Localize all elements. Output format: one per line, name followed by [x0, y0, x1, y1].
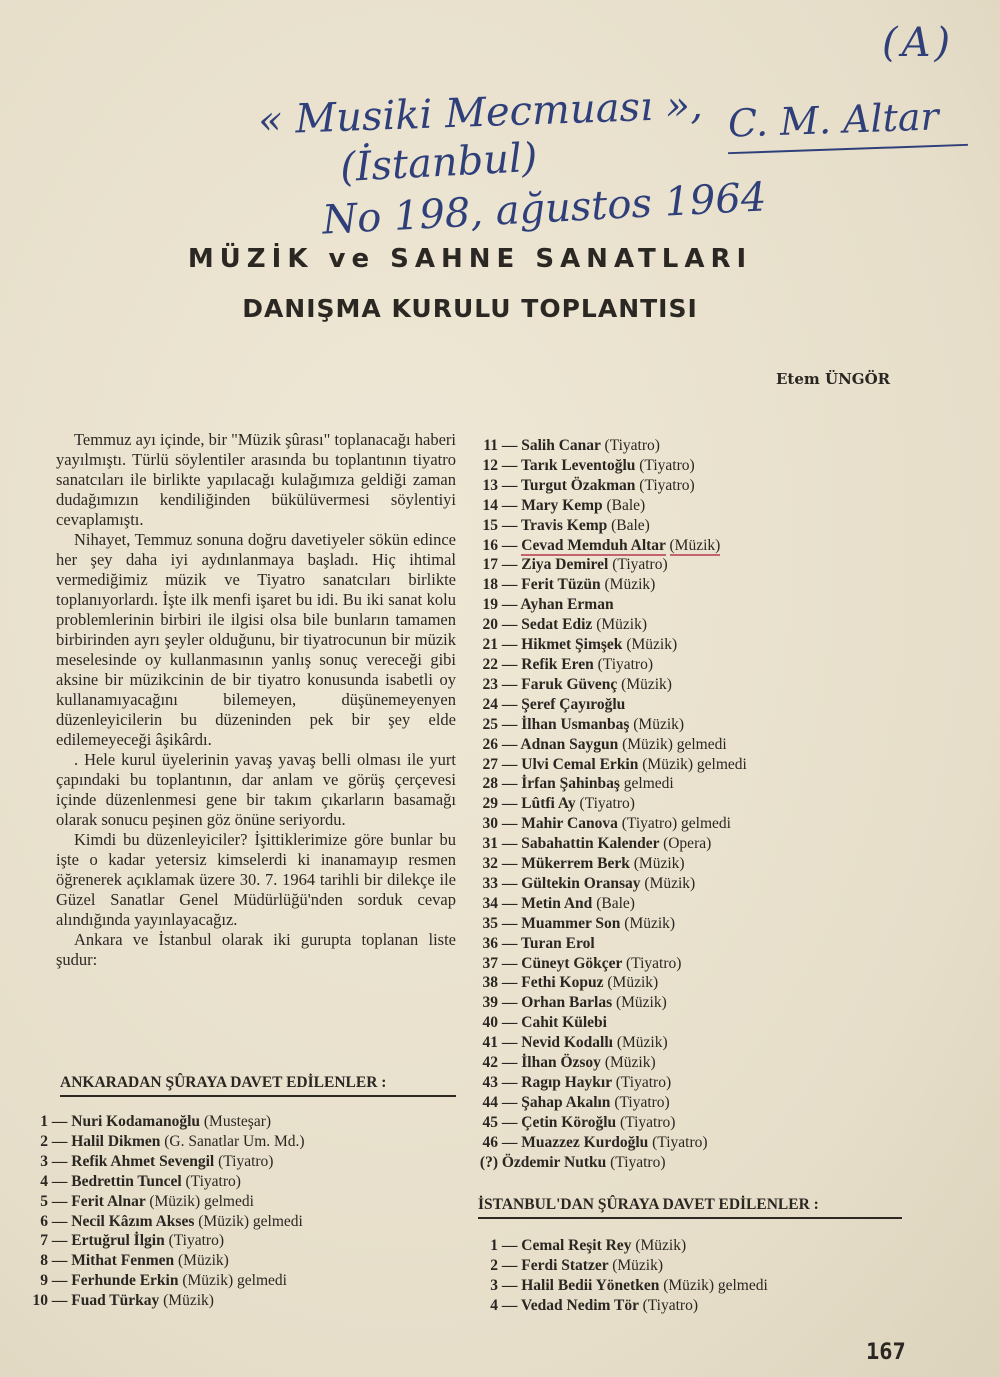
list-item-dash: —: [498, 974, 522, 992]
list-item-name: Ertuğrul İlgin: [71, 1232, 165, 1250]
list-item-dash: —: [498, 1054, 522, 1072]
list-item-name: İlhan Özsoy: [521, 1054, 601, 1072]
list-item-dash: —: [48, 1212, 72, 1230]
list-item-number: 16: [482, 536, 498, 554]
list-item-name: Sedat Ediz: [521, 616, 593, 634]
list-item: [468, 555, 747, 575]
list-item-number: 41: [482, 1034, 498, 1052]
list-item-number: 21: [482, 636, 498, 654]
list-item-name: Gültekin Oransay: [521, 874, 641, 892]
list-item-dash: —: [498, 596, 521, 614]
list-item-dash: —: [48, 1252, 72, 1270]
list-item-dash: —: [498, 835, 522, 853]
list-item-number: 40: [482, 1014, 498, 1032]
list-item-name: Mithat Fenmen: [71, 1252, 175, 1270]
list-item: [468, 814, 747, 834]
list-item: [468, 874, 747, 894]
list-item-number: 18: [482, 576, 498, 594]
list-item-dash: —: [498, 1034, 522, 1052]
list-item-number: 29: [482, 795, 498, 813]
list-item: [468, 615, 747, 635]
list-item-name: Ayhan Erman: [520, 596, 614, 614]
list-item-name: Necil Kâzım Akses: [71, 1212, 195, 1230]
list-item-name: Özdemir Nutku: [501, 1153, 607, 1171]
list-item-number: 19: [482, 596, 498, 614]
list-item-role: (Müzik): [612, 1256, 664, 1274]
list-item-number: 33: [482, 874, 498, 892]
list-item-name: Bedrettin Tuncel: [71, 1172, 182, 1190]
list-item: [468, 635, 747, 655]
list-item: [468, 993, 747, 1013]
list-item-number: 25: [482, 715, 498, 733]
list-item-name: Ferit Tüzün: [521, 576, 601, 594]
list-item-role: (Müzik): [644, 874, 696, 892]
list-item: [468, 1153, 747, 1173]
list-item-number: 35: [482, 914, 498, 932]
list-item-role: (Tiyatro): [642, 1296, 698, 1314]
list-item-name: Ziya Demirel: [521, 556, 609, 574]
istanbul-heading: İSTANBUL'DAN ŞÛRAYA DAVET EDİLENLER :: [478, 1196, 902, 1219]
list-item-name: Vedad Nedim Tör: [520, 1296, 639, 1314]
list-item-number: 20: [482, 616, 498, 634]
list-item-name: Nuri Kodamanoğlu: [71, 1113, 201, 1130]
list-item: [468, 1053, 747, 1073]
list-item-number: 39: [482, 994, 498, 1012]
list-item: [22, 1251, 305, 1271]
list-item-role: (Müzik) gelmedi: [149, 1192, 254, 1210]
list-item: [468, 794, 747, 814]
article-subtitle: DANIŞMA KURULU TOPLANTISI: [242, 294, 698, 323]
list-item: [468, 973, 747, 993]
list-item-number: 7: [40, 1232, 48, 1250]
list-item: [468, 774, 747, 794]
list-item-name: İlhan Usmanbaş: [521, 715, 630, 733]
list-item-role: (Müzik): [616, 1034, 668, 1052]
list-item-name: Ferdi Statzer: [521, 1256, 609, 1274]
list-item-number: 38: [482, 974, 498, 992]
list-item: [22, 1112, 305, 1132]
list-item-dash: —: [498, 655, 522, 673]
list-item-number: 13: [482, 476, 498, 494]
list-item-number: 11: [483, 437, 498, 454]
list-item-dash: —: [498, 1014, 522, 1032]
list-item: [468, 1133, 747, 1153]
paragraph: . Hele kurul üyelerinin yavaş yavaş belli olması ile yurt çapındaki bu toplantının, dar anlam ve görüş çerçevesi içinde düzenlenmesi gene bir takım çıkarların basamağı olarak sonucu peşinen göz önüne seriyordu.: [56, 750, 456, 829]
list-item-role: (Tiyatro): [614, 1093, 670, 1111]
list-item-dash: —: [498, 675, 522, 693]
list-item-role: (Müzik): [633, 715, 685, 733]
list-item-number: 10: [32, 1292, 48, 1310]
list-item: [468, 854, 747, 874]
list-item-number: 27: [482, 755, 498, 773]
list-item: [468, 735, 747, 755]
list-item-role: (Müzik) gelmedi: [198, 1212, 303, 1230]
list-item-name: Fethi Kopuz: [521, 974, 604, 992]
list-item: [468, 476, 747, 496]
list-item-number: 34: [482, 894, 498, 912]
list-item-role: (Müzik): [604, 1054, 656, 1072]
list-item: [22, 1172, 305, 1192]
list-item: [468, 695, 747, 715]
list-item-name: Adnan Saygun: [520, 735, 619, 753]
list-item-name: Tarık Leventoğlu: [520, 456, 636, 474]
article-author: Etem ÜNGÖR: [776, 370, 891, 388]
list-item-name: Mükerrem Berk: [521, 855, 630, 873]
list-item: [468, 536, 747, 556]
list-item-name: Hikmet Şimşek: [521, 636, 623, 654]
list-item-number: 46: [482, 1133, 498, 1151]
list-item: [22, 1132, 305, 1152]
list-item-name: Ragıp Haykır: [521, 1074, 612, 1091]
list-item-number: 37: [482, 954, 498, 972]
list-item-role: (Müzik): [604, 576, 656, 594]
list-item: [468, 575, 747, 595]
list-item-name: Çetin Köroğlu: [521, 1113, 617, 1131]
list-item-dash: —: [498, 715, 522, 733]
list-item: [468, 1033, 747, 1053]
list-item-name: Cahit Külebi: [521, 1014, 607, 1032]
list-item-role: (Tiyatro): [610, 1153, 666, 1171]
list-item: [468, 894, 747, 914]
list-item-number: 8: [40, 1252, 48, 1270]
list-item-role: (Tiyatro): [218, 1152, 274, 1170]
list-item-role: gelmedi: [623, 775, 674, 793]
list-item-dash: —: [498, 1133, 522, 1151]
list-item-role: (Tiyatro): [604, 437, 660, 454]
list-item-name: Metin And: [521, 894, 593, 912]
list-item-number: 23: [482, 675, 498, 693]
list-item-number: 4: [490, 1296, 498, 1314]
list-item-number: 4: [40, 1172, 48, 1190]
list-item-number: 26: [482, 735, 498, 753]
list-item-number: 15: [482, 516, 498, 534]
list-item-name: Cevad Memduh Altar: [521, 536, 666, 554]
list-item-name: Nevid Kodallı: [521, 1034, 613, 1052]
list-item-dash: —: [498, 1237, 522, 1254]
list-item-dash: —: [498, 695, 522, 713]
list-item-name: Sabahattin Kalender: [521, 835, 660, 853]
list-item-name: Faruk Güvenç: [521, 675, 618, 693]
list-item: [22, 1231, 305, 1251]
list-item-dash: —: [498, 994, 522, 1012]
list-item-dash: —: [498, 1074, 522, 1091]
list-item-number: 3: [490, 1276, 498, 1294]
list-item-name: Mahir Canova: [521, 815, 618, 833]
list-item-name: Şahap Akalın: [521, 1093, 611, 1111]
list-item-dash: —: [498, 914, 522, 932]
list-item-number: 32: [482, 855, 498, 873]
list-item-role: (Müzik): [624, 914, 676, 932]
list-item-number: 2: [40, 1132, 48, 1150]
list-item-name: Halil Bedii Yönetken: [521, 1276, 660, 1294]
list-item-role: (Müzik): [615, 994, 667, 1012]
list-item-role: (Tiyatro): [626, 954, 682, 972]
list-item-number: 9: [40, 1272, 48, 1290]
list-item-dash: —: [498, 496, 522, 514]
list-item-name: Travis Kemp: [520, 516, 608, 534]
list-item-role: (Müzik) gelmedi: [642, 755, 747, 773]
list-item-name: Şeref Çayıroğlu: [521, 695, 626, 713]
list-item: [468, 675, 747, 695]
list-item-number: 3: [40, 1152, 48, 1170]
handwritten-city: (İstanbul): [338, 134, 539, 192]
list-item-name: Muazzez Kurdoğlu: [521, 1133, 649, 1151]
list-item-dash: —: [498, 1093, 522, 1111]
list-item-dash: —: [48, 1272, 72, 1290]
list-item: [22, 1152, 305, 1172]
list-item-role: (G. Sanatlar Um. Md.): [164, 1132, 305, 1150]
list-item-role: (Tiyatro): [615, 1074, 672, 1091]
list-item-role: (Musteşar): [203, 1113, 272, 1130]
list-item-role: (Tiyatro): [185, 1172, 241, 1190]
list-item-dash: —: [498, 437, 522, 454]
list-item-role: (Tiyatro): [168, 1232, 224, 1250]
list-item-role: (Müzik): [635, 1237, 687, 1254]
list-item: [468, 1093, 747, 1113]
list-item-number: 43: [482, 1074, 498, 1091]
list-item-dash: —: [48, 1192, 72, 1210]
list-item-role: (Tiyatro): [639, 456, 695, 474]
list-item-dash: —: [498, 636, 522, 654]
list-item-role: (Tiyatro): [652, 1133, 708, 1151]
list-item-dash: —: [498, 576, 522, 594]
list-item-name: Ferit Alnar: [71, 1192, 146, 1210]
list-item: [22, 1192, 305, 1212]
list-item-role: (Tiyatro): [597, 655, 654, 673]
list-item-role: (Tiyatro): [620, 1113, 676, 1131]
handwritten-source: « Musiki Mecmuası »,: [257, 82, 704, 144]
ankara-heading: ANKARADAN ŞÛRAYA DAVET EDİLENLER :: [60, 1074, 456, 1097]
list-item-role: (Bale): [606, 496, 646, 514]
list-item-dash: —: [498, 954, 522, 972]
list-item-dash: —: [48, 1152, 72, 1170]
list-item-role: (Müzik) gelmedi: [182, 1272, 287, 1290]
list-item-name: Turan Erol: [520, 934, 595, 952]
list-item-number: 14: [482, 496, 498, 514]
list-item-dash: —: [498, 755, 522, 773]
list-item-name: Mary Kemp: [521, 496, 603, 514]
istanbul-list: [468, 1236, 768, 1316]
list-item-dash: —: [498, 874, 522, 892]
list-item-number: 2: [490, 1256, 498, 1274]
list-item-number: 22: [482, 655, 498, 673]
list-item-role: (Müzik): [626, 636, 678, 654]
list-item-role: (Müzik): [178, 1252, 229, 1270]
list-item-number: 45: [482, 1113, 498, 1131]
list-item-number: 42: [482, 1054, 498, 1072]
list-item-name: Ulvi Cemal Erkin: [521, 755, 639, 773]
list-item-role: (Müzik): [669, 536, 721, 554]
list-item-number: 6: [40, 1212, 48, 1230]
list-item: [22, 1212, 305, 1232]
list-item-role: (Tiyatro): [612, 556, 668, 574]
list-item-number: 5: [40, 1192, 48, 1210]
list-item: [468, 1296, 768, 1316]
handwritten-issue: No 198, ağustos 1964: [321, 174, 768, 244]
list-item: [22, 1291, 305, 1311]
list-item-dash: —: [498, 556, 522, 574]
handwritten-author: C. M. Altar: [727, 94, 940, 146]
list-item-name: Ferhunde Erkin: [71, 1272, 179, 1290]
list-item-role: (Müzik): [607, 974, 659, 992]
list-item-number: 28: [482, 775, 498, 793]
list-item: [468, 715, 747, 735]
list-item-name: Fuad Türkay: [71, 1292, 160, 1310]
ankara-list-part1: [22, 1112, 305, 1311]
list-item-name: Refik Eren: [521, 655, 594, 673]
list-item-dash: —: [498, 616, 522, 634]
list-item-dash: —: [498, 516, 521, 534]
list-item: [468, 436, 747, 456]
list-item: [468, 954, 747, 974]
paragraph: Kimdi bu düzenleyiciler? İşittiklerimize göre bunlar bu işte o kadar yetersiz kimselerdi ki inanamayıp resmen öğrenerek açıklamak üzere 30. 7. 1964 tarihli bir dilekçe ile Güzel Sanatlar Genel Müdürlüğü'nden sorduk cevap alındığında yayınlayacağız.: [56, 830, 456, 929]
list-item-dash: —: [498, 456, 521, 474]
list-item: [468, 1073, 747, 1093]
list-item-role: (Müzik): [621, 675, 672, 693]
list-item-dash: —: [48, 1113, 72, 1130]
list-item-name: Cemal Reşit Rey: [521, 1237, 632, 1254]
list-item-dash: —: [498, 934, 521, 952]
list-item-name: Cüneyt Gökçer: [521, 954, 623, 972]
list-item: [468, 1013, 747, 1033]
paragraph: Ankara ve İstanbul olarak iki gurupta toplanan liste şudur:: [56, 930, 456, 969]
list-item-name: Muammer Son: [521, 914, 621, 932]
list-item-dash: —: [48, 1292, 72, 1310]
list-item-number: 12: [482, 456, 498, 474]
list-item-number: 31: [482, 835, 498, 853]
ankara-list-part2: [468, 436, 747, 1173]
list-item: [468, 1236, 768, 1256]
list-item-number: 1: [490, 1237, 498, 1254]
list-item-dash: —: [498, 1256, 522, 1274]
list-item: [22, 1271, 305, 1291]
list-item: [468, 834, 747, 854]
list-item-name: Lûtfi Ay: [521, 795, 576, 813]
paragraph: Nihayet, Temmuz sonuna doğru davetiyeler sökün edince her şey daha iyi aydınlanmaya başladı. Hiç ihtimal vermediğimiz müzik ve Tiyatro sanatcıları birlikte toplanıyorlardı. İşte ilk menfi işaret bu idi. Bu iki sanat kolu problemlerinin birbiri ile ilgisi olsa bile bunların tamamen birbirinden ayrı şeyler olduğunu, bir tiyatrocunun bir müzik meselesinde oy kullanmasının yanlış sonuç vereceği gibi aksine bir müzikcinin de bir tiyatro konusunda isabetli oy kullanamıyacağını bilemeyen, düşünemeyenyen düzenleyicilerin bu düzeninden pek bir şey elde edilemeyeceği âşikârdı.: [56, 530, 456, 749]
list-item-name: Turgut Özakman: [520, 476, 636, 494]
list-item-dash: —: [498, 476, 521, 494]
list-item-dash: —: [498, 735, 521, 753]
list-item-role: (Müzik): [633, 855, 685, 873]
list-item-dash: —: [498, 1113, 522, 1131]
list-item-number: 44: [482, 1093, 498, 1111]
list-item-dash: —: [48, 1172, 72, 1190]
list-item-dash: —: [498, 894, 522, 912]
list-item-role: (Bale): [596, 894, 635, 912]
list-item: [468, 456, 747, 476]
handwritten-underline: [728, 144, 968, 154]
list-item-dash: —: [48, 1132, 72, 1150]
list-item-dash: —: [498, 1276, 522, 1294]
list-item-role: (Müzik) gelmedi: [622, 735, 727, 753]
list-item-dash: —: [498, 1296, 521, 1314]
list-item: [468, 496, 747, 516]
list-item: [468, 1256, 768, 1276]
list-item-number: 30: [482, 815, 498, 833]
list-item-dash: —: [498, 855, 522, 873]
handwritten-code: (A): [882, 20, 955, 66]
list-item-role: (Müzik): [163, 1292, 214, 1310]
list-item-role: (Müzik) gelmedi: [663, 1276, 768, 1294]
list-item-number: 36: [482, 934, 498, 952]
list-item-dash: —: [498, 795, 522, 813]
list-item: [468, 934, 747, 954]
list-item-role: (Bale): [611, 516, 650, 534]
list-item: [468, 595, 747, 615]
list-item-dash: —: [498, 775, 522, 793]
list-item-dash: —: [48, 1232, 72, 1250]
list-item-name: Halil Dikmen: [71, 1132, 161, 1150]
list-item-name: İrfan Şahinbaş: [521, 775, 620, 793]
list-item: [468, 516, 747, 536]
list-item-role: (Tiyatro) gelmedi: [621, 815, 731, 833]
list-item-number: 1: [40, 1113, 48, 1130]
list-item-name: Refik Ahmet Sevengil: [71, 1152, 215, 1170]
list-item-number: (?): [479, 1153, 498, 1171]
list-item-name: Salih Canar: [521, 437, 601, 454]
list-item: [468, 1276, 768, 1296]
list-item: [468, 755, 747, 775]
paragraph: Temmuz ayı içinde, bir "Müzik şûrası" toplanacağı haberi yayılmıştı. Türlü söylentiler arasında bu toplantının tiyatro sanatcıları ile birlikte yapılacağı kulağımıza geldiği zaman dudağımızın kendiliğinden bükülüvermesi söylentiyi cevaplamıştı.: [56, 430, 456, 529]
list-item-number: 24: [482, 695, 498, 713]
article-title: MÜZİK ve SAHNE SANATLARI: [187, 244, 753, 274]
list-item-role: (Müzik): [596, 616, 647, 634]
article-body: [56, 430, 456, 970]
list-item-name: Orhan Barlas: [521, 994, 613, 1012]
list-item-number: 17: [482, 556, 498, 574]
list-item-role: (Opera): [663, 835, 712, 853]
list-item: [468, 655, 747, 675]
list-item: [468, 914, 747, 934]
list-item: [468, 1113, 747, 1133]
list-item-role: (Tiyatro): [579, 795, 635, 813]
list-item-role: (Tiyatro): [639, 476, 695, 494]
list-item-dash: —: [498, 815, 522, 833]
page-number: 167: [866, 1340, 906, 1365]
list-item-dash: —: [498, 536, 522, 554]
